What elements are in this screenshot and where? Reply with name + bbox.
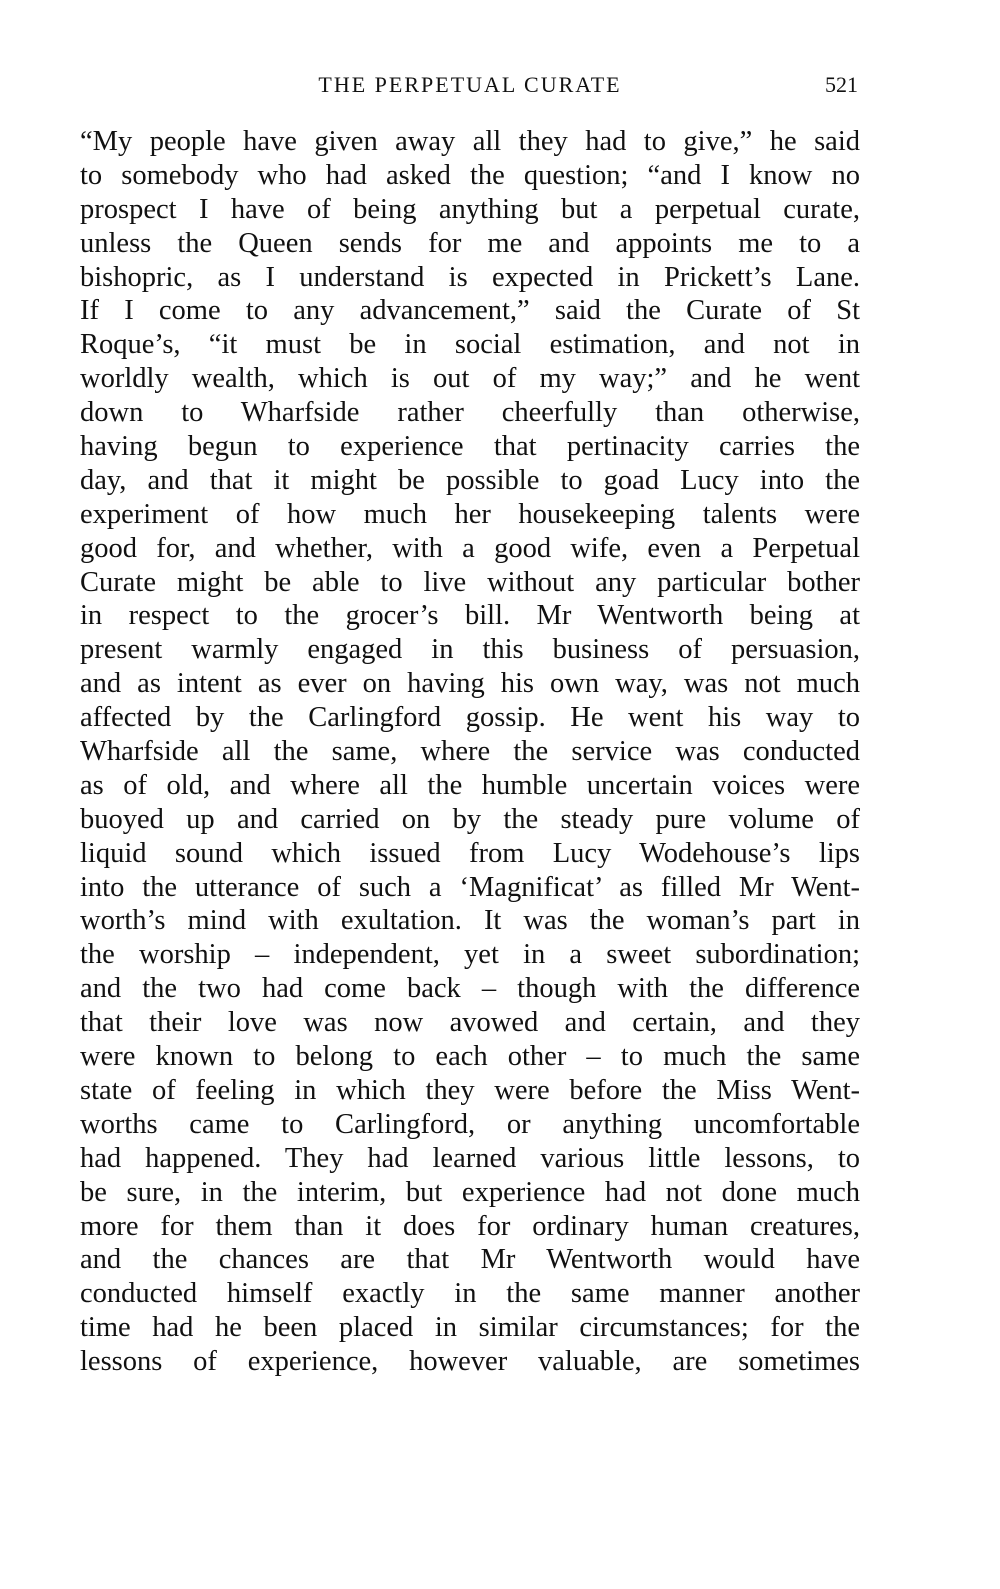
- text-line: Curate might be able to live without any particular bother: [80, 566, 860, 598]
- text-line: present warmly engaged in this business of persuasion,: [80, 634, 860, 666]
- text-line: be sure, in the interim, but experience had not done much: [80, 1176, 860, 1208]
- text-line: the worship – independent, yet in a sweet subordination;: [80, 939, 860, 971]
- text-line: liquid sound which issued from Lucy Wodehouse’s lips: [80, 837, 860, 869]
- text-line: prospect I have of being anything but a perpetual curate,: [80, 193, 860, 225]
- text-line: worths came to Carlingford, or anything uncomfortable: [80, 1108, 860, 1140]
- text-line: having begun to experience that pertinacity carries the: [80, 431, 860, 463]
- text-line: and as intent as ever on having his own way, was not much: [80, 668, 860, 700]
- text-line: more for them than it does for ordinary human creatures,: [80, 1210, 860, 1242]
- text-line: buoyed up and carried on by the steady pure volume of: [80, 803, 860, 835]
- text-line: If I come to any advancement,” said the Curate of St: [80, 295, 860, 327]
- text-line: good for, and whether, with a good wife, even a Perpetual: [80, 532, 860, 564]
- text-line: state of feeling in which they were before the Miss Went-: [80, 1074, 860, 1106]
- running-head: [80, 70, 860, 100]
- text-line: experiment of how much her housekeeping talents were: [80, 498, 860, 530]
- text-line: had happened. They had learned various little lessons, to: [80, 1142, 860, 1174]
- text-line: day, and that it might be possible to goad Lucy into the: [80, 464, 860, 496]
- text-line: Wharfside all the same, where the service was conducted: [80, 736, 860, 768]
- text-line: affected by the Carlingford gossip. He went his way to: [80, 702, 860, 734]
- text-line: to somebody who had asked the question; “and I know no: [80, 159, 860, 191]
- text-line: “My people have given away all they had to give,” he said: [80, 126, 860, 157]
- text-line: into the utterance of such a ‘Magnificat’ as filled Mr Went-: [80, 871, 860, 903]
- body-text: [80, 125, 860, 1379]
- text-line: bishopric, as I understand is expected in Prickett’s Lane.: [80, 261, 860, 293]
- text-line: lessons of experience, however valuable, are sometimes: [80, 1346, 860, 1378]
- text-line: time had he been placed in similar circumstances; for the: [80, 1312, 860, 1344]
- text-line: worth’s mind with exultation. It was the woman’s part in: [80, 905, 860, 937]
- text-line: as of old, and where all the humble uncertain voices were: [80, 769, 860, 801]
- text-line: conducted himself exactly in the same manner another: [80, 1278, 860, 1310]
- text-line: and the two had come back – though with the difference: [80, 973, 860, 1005]
- text-line: in respect to the grocer’s bill. Mr Wentworth being at: [80, 600, 860, 632]
- text-line: were known to belong to each other – to much the same: [80, 1041, 860, 1073]
- running-title: THE PERPETUAL CURATE: [318, 72, 622, 97]
- page-number: 521: [825, 72, 858, 97]
- text-line: that their love was now avowed and certain, and they: [80, 1007, 860, 1039]
- text-line: Roque’s, “it must be in social estimation, and not in: [80, 329, 860, 361]
- text-line: unless the Queen sends for me and appoints me to a: [80, 227, 860, 259]
- text-line: and the chances are that Mr Wentworth would have: [80, 1244, 860, 1276]
- text-line: worldly wealth, which is out of my way;” and he went: [80, 363, 860, 395]
- text-line: down to Wharfside rather cheerfully than otherwise,: [80, 397, 860, 429]
